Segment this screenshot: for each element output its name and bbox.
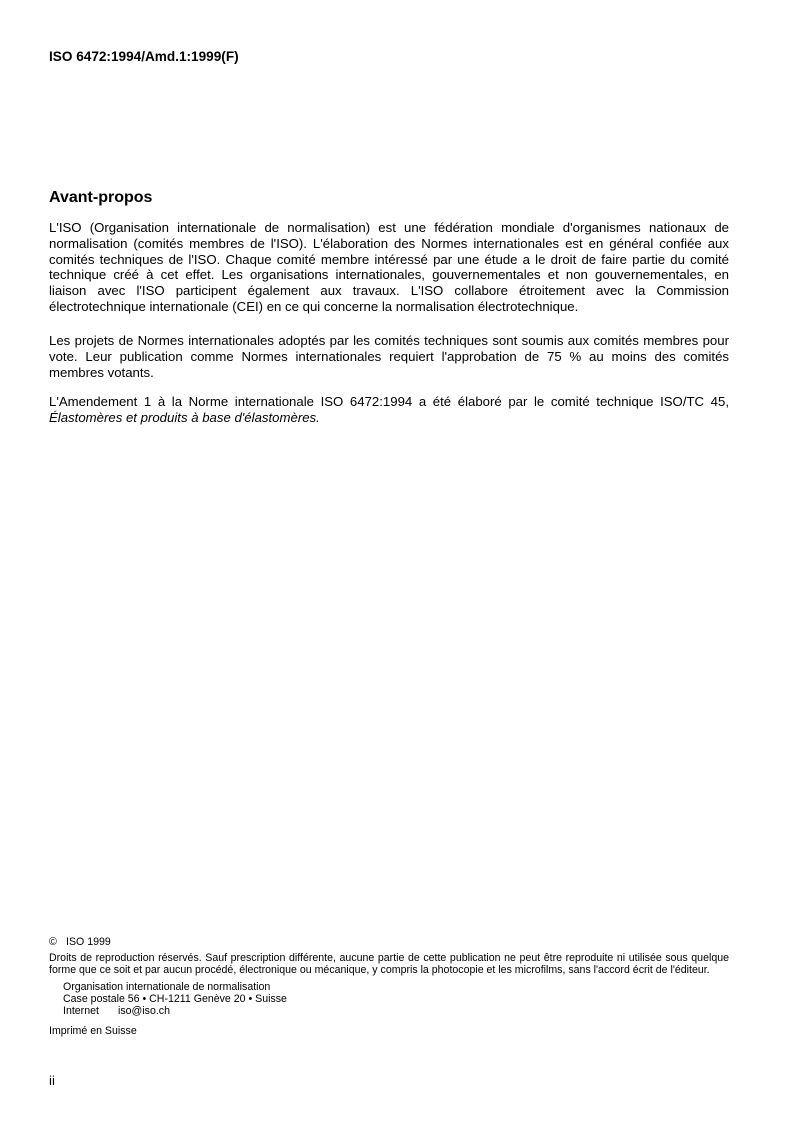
copyright-owner-year: ISO 1999 — [66, 936, 111, 948]
paragraph-amendment — [49, 394, 729, 426]
paragraph-line: membres votants. — [49, 364, 154, 380]
paragraph-iso-organisation — [49, 220, 729, 315]
paragraph-voting — [49, 333, 729, 380]
publisher-address — [63, 981, 723, 1017]
address-postal: Case postale 56 • CH-1211 Genève 20 • Suisse — [63, 993, 287, 1005]
address-organisation: Organisation internationale de normalisation — [63, 981, 271, 993]
printed-in: Imprimé en Suisse — [49, 1025, 137, 1037]
paragraph-line: électrotechnique internationale (CEI) en ce qui concerne la normalisation électrotechnique. — [49, 298, 579, 314]
copyright-notice — [49, 952, 729, 976]
address-internet — [63, 1005, 723, 1017]
copyright-symbol: © — [49, 936, 57, 948]
internet-label: Internet — [63, 1005, 99, 1017]
paragraph-line: normalisation (comités membres de l'ISO). L'élaboration des Normes internationales est en général confiée aux — [49, 235, 729, 251]
paragraph-line: technique créé à cet effet. Les organisations internationales, gouvernementales et non gouvernementales, en — [49, 267, 729, 283]
paragraph-line: liaison avec l'ISO participent également aux travaux. L'ISO collabore étroitement avec la Commission — [49, 283, 729, 299]
page-number: ii — [49, 1073, 55, 1088]
paragraph-line: Les projets de Normes internationales adoptés par les comités techniques sont soumis aux comités membres pour — [49, 333, 729, 348]
document-identifier: ISO 6472:1994/Amd.1:1999(F) — [49, 49, 239, 64]
paragraph-line: vote. Leur publication comme Normes internationales requiert l'approbation de 75 % au moins des comités — [49, 348, 729, 364]
notice-line: forme que ce soit et par aucun procédé, électronique ou mécanique, y compris la photocopie et les microfilms, sans l'accord écrit de l'éditeur. — [49, 964, 710, 976]
email-address: iso@iso.ch — [118, 1005, 170, 1017]
committee-title: Élastomères et produits à base d'élastomères. — [49, 409, 320, 425]
notice-line: Droits de reproduction réservés. Sauf prescription différente, aucune partie de cette publication ne peut être reproduite ni utilisée sous quelque — [49, 952, 729, 964]
paragraph-line: comités techniques de l'ISO. Chaque comité membre intéressé par une étude a le droit de faire partie du comité — [49, 251, 729, 267]
paragraph-line: L'Amendement 1 à la Norme internationale ISO 6472:1994 a été élaboré par le comité technique ISO/TC 45, — [49, 394, 729, 409]
paragraph-line: L'ISO (Organisation internationale de normalisation) est une fédération mondiale d'organismes nationaux de — [49, 220, 729, 235]
section-title: Avant-propos — [49, 189, 153, 206]
copyright-line — [49, 936, 729, 948]
